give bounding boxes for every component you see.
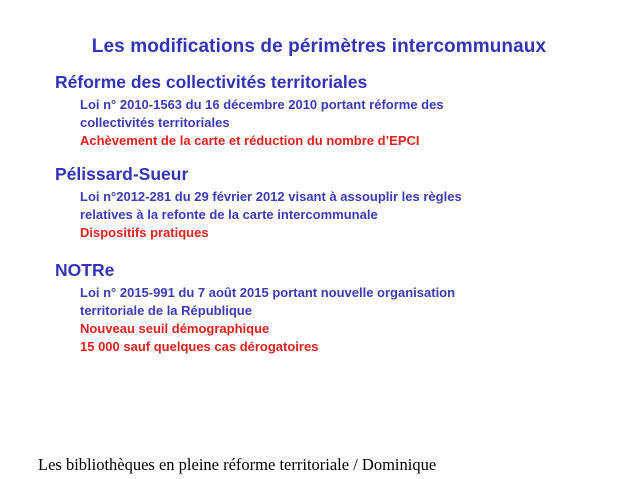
section-line: Loi n°2012-281 du 29 février 2012 visant à assouplir les règles: [80, 189, 462, 204]
section-pelissard-sueur: [55, 164, 462, 242]
section-heading: Réforme des collectivités territoriales: [55, 72, 368, 92]
section-lines: [80, 284, 455, 356]
section-heading: Pélissard-Sueur: [55, 164, 189, 184]
section-line: 15 000 sauf quelques cas dérogatoires: [80, 339, 319, 354]
section-heading: NOTRe: [55, 260, 115, 280]
section-line: Dispositifs pratiques: [80, 225, 209, 240]
section-notre: [55, 260, 455, 356]
section-line: Loi n° 2015-991 du 7 août 2015 portant nouvelle organisation: [80, 285, 456, 300]
section-reforme: [55, 72, 444, 150]
section-lines: [80, 96, 444, 150]
section-line: relatives à la refonte de la carte intercommunale: [80, 207, 378, 222]
section-line: Achèvement de la carte et réduction du nombre d’EPCI: [80, 133, 420, 148]
section-line: territoriale de la République: [80, 303, 252, 318]
section-line: Nouveau seuil démographique: [80, 321, 270, 336]
section-line: Loi n° 2010-1563 du 16 décembre 2010 portant réforme des: [80, 97, 444, 112]
section-lines: [80, 188, 462, 242]
slide-footer: Les bibliothèques en pleine réforme territoriale / Dominique: [38, 455, 437, 474]
section-line: collectivités territoriales: [80, 115, 230, 130]
slide-title: Les modifications de périmètres intercommunaux: [91, 36, 547, 57]
